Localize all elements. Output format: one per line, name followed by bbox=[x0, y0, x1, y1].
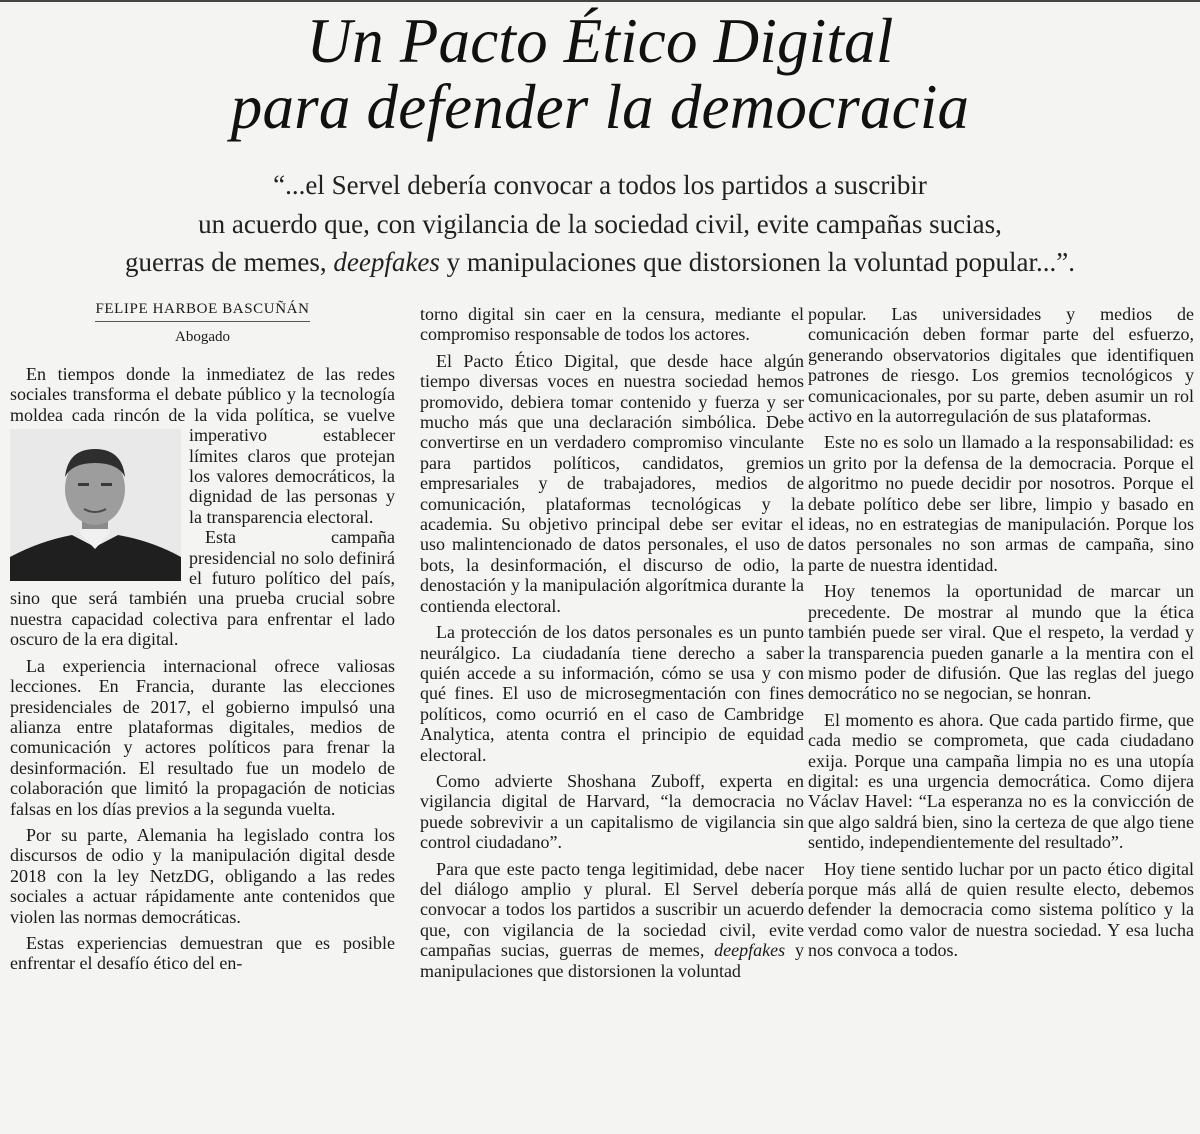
paragraph: Esta campaña presidencial no solo definirá el futuro político del país, sino que será también una prueba crucial sobre nuestra capacidad colectiva para enfrentar el lado oscuro de la era digital. bbox=[10, 527, 395, 650]
paragraph: Hoy tiene sentido luchar por un pacto ético digital porque más allá de quien resulte electo, debemos defender la democracia como sistema político y la verdad como valor de nuestra sociedad. Y esa lucha nos convoca a todos. bbox=[808, 858, 1194, 961]
paragraph: popular. Las universidades y medios de comunicación deben formar parte del esfuerzo, generando observatorios digitales que identifiquen patrones de riesgo. Los gremios tecnológicos y comunicacionales, por su parte, deben asumir un rol activo en la autorregulación de sus plataformas. bbox=[808, 304, 1194, 427]
paragraph: El Pacto Ético Digital, que desde hace algún tiempo diversas voces en nuestra sociedad hemos promovido, debiera tomar contenido y fuerza y ser mucho más que una declaración simbólica. Debe convertirse en un verdadero compromiso vinculante para partidos políticos, candidatos, gremios empresariales y de trabajadores, medios de comunicación, plataformas tecnológicas y la academia. Su objetivo principal debe ser evitar el uso malintencionado de datos personales, el uso de bots, la desinformación, el discurso de odio, la denostación y la manipulación algorítmica durante la contienda electoral. bbox=[420, 350, 804, 616]
title-line-1: Un Pacto Ético Digital bbox=[306, 6, 894, 76]
paragraph: Hoy tenemos la oportunidad de marcar un precedente. De mostrar al mundo que la ética también puede ser viral. Que el respeto, la verdad y la transparencia pueden ganarle a la mentira con el mismo poder de difusión. Que las reglas del juego democrático no se negocian, se honran. bbox=[808, 581, 1194, 704]
article-title bbox=[0, 8, 1200, 140]
author-role: Abogado bbox=[175, 329, 230, 345]
column-3 bbox=[808, 304, 1194, 967]
paragraph: Por su parte, Alemania ha legislado contra los discursos de odio y la manipulación digital desde 2018 con la ley NetzDG, obligando a las redes sociales a actuar rápidamente ante contenidos que violen las normas democráticas. bbox=[10, 824, 395, 927]
column-2 bbox=[420, 304, 804, 987]
top-rule bbox=[0, 0, 1200, 2]
pull-quote-line-1: “...el Servel debería convocar a todos los partidos a suscribir bbox=[273, 170, 927, 200]
title-line-2: para defender la democracia bbox=[230, 72, 970, 142]
byline bbox=[10, 300, 395, 322]
author-photo bbox=[10, 429, 181, 581]
paragraph: La protección de los datos personales es un punto neurálgico. La ciudadanía tiene derecho a saber quién accede a su información, cómo se usa y con qué fines. El uso de microsegmentación con fines políticos, como ocurrió en el caso de Cambridge Analytica, atenta contra el principio de equidad electoral. bbox=[420, 622, 804, 765]
paragraph: El momento es ahora. Que cada partido firme, que cada medio se comprometa, que cada ciudadano exija. Porque una campaña limpia no es una utopía digital: es una urgencia democrática. Como dijera Václav Havel: “La esperanza no es la convicción de que algo saldrá bien, sino la certeza de que algo tiene sentido, independientemente del resultado”. bbox=[808, 709, 1194, 853]
column-1 bbox=[10, 300, 395, 980]
paragraph: Para que este pacto tenga legitimidad, debe nacer del diálogo amplio y plural. El Servel debería convocar a todos los partidos a suscribir un acuerdo que, con vigilancia de la sociedad civil, evite campañas sucias, guerras de memes, deepfakes y manipulaciones que distorsionen la voluntad bbox=[420, 858, 804, 981]
paragraph: Como advierte Shoshana Zuboff, experta en vigilancia digital de Harvard, “la democracia no puede sobrevivir a un capitalismo de vigilancia sin control ciudadano”. bbox=[420, 770, 804, 853]
paragraph: torno digital sin caer en la censura, mediante el compromiso responsable de todos los actores. bbox=[420, 304, 804, 345]
pull-quote-line-3: guerras de memes, deepfakes y manipulaciones que distorsionen la voluntad popular...”. bbox=[125, 247, 1075, 277]
pull-quote bbox=[0, 166, 1200, 282]
paragraph: La experiencia internacional ofrece valiosas lecciones. En Francia, durante las elecciones presidenciales de 2017, el gobierno impulsó una alianza entre plataformas digitales, medios de comunicación y actores políticos para frenar la desinformación. El resultado fue un modelo de colaboración que limitó la propagación de noticias falsas en los días previos a la segunda vuelta. bbox=[10, 655, 395, 819]
paragraph: Este no es solo un llamado a la responsabilidad: es un grito por la defensa de la democracia. Porque el algoritmo no puede decidir por nosotros. Porque el debate político debe ser libre, limpio y basado en ideas, no en estrategias de manipulación. Porque los datos personales no son armas de campaña, sino parte de nuestra identidad. bbox=[808, 432, 1194, 575]
paragraph: Estas experiencias demuestran que es posible enfrentar el desafío ético del en- bbox=[10, 932, 395, 974]
author-name: FELIPE HARBOE BASCUÑÁN bbox=[95, 300, 309, 322]
pull-quote-line-2: un acuerdo que, con vigilancia de la sociedad civil, evite campañas sucias, bbox=[198, 208, 1002, 239]
paragraph: En tiempos donde la inmediatez de las redes sociales transforma el debate público y la tecnología moldea cada rincón de la vida política, se vuelve imperativo establecer límites claros que protejan los valores democráticos, la dignidad de las personas y la transparencia electoral. bbox=[10, 364, 395, 527]
